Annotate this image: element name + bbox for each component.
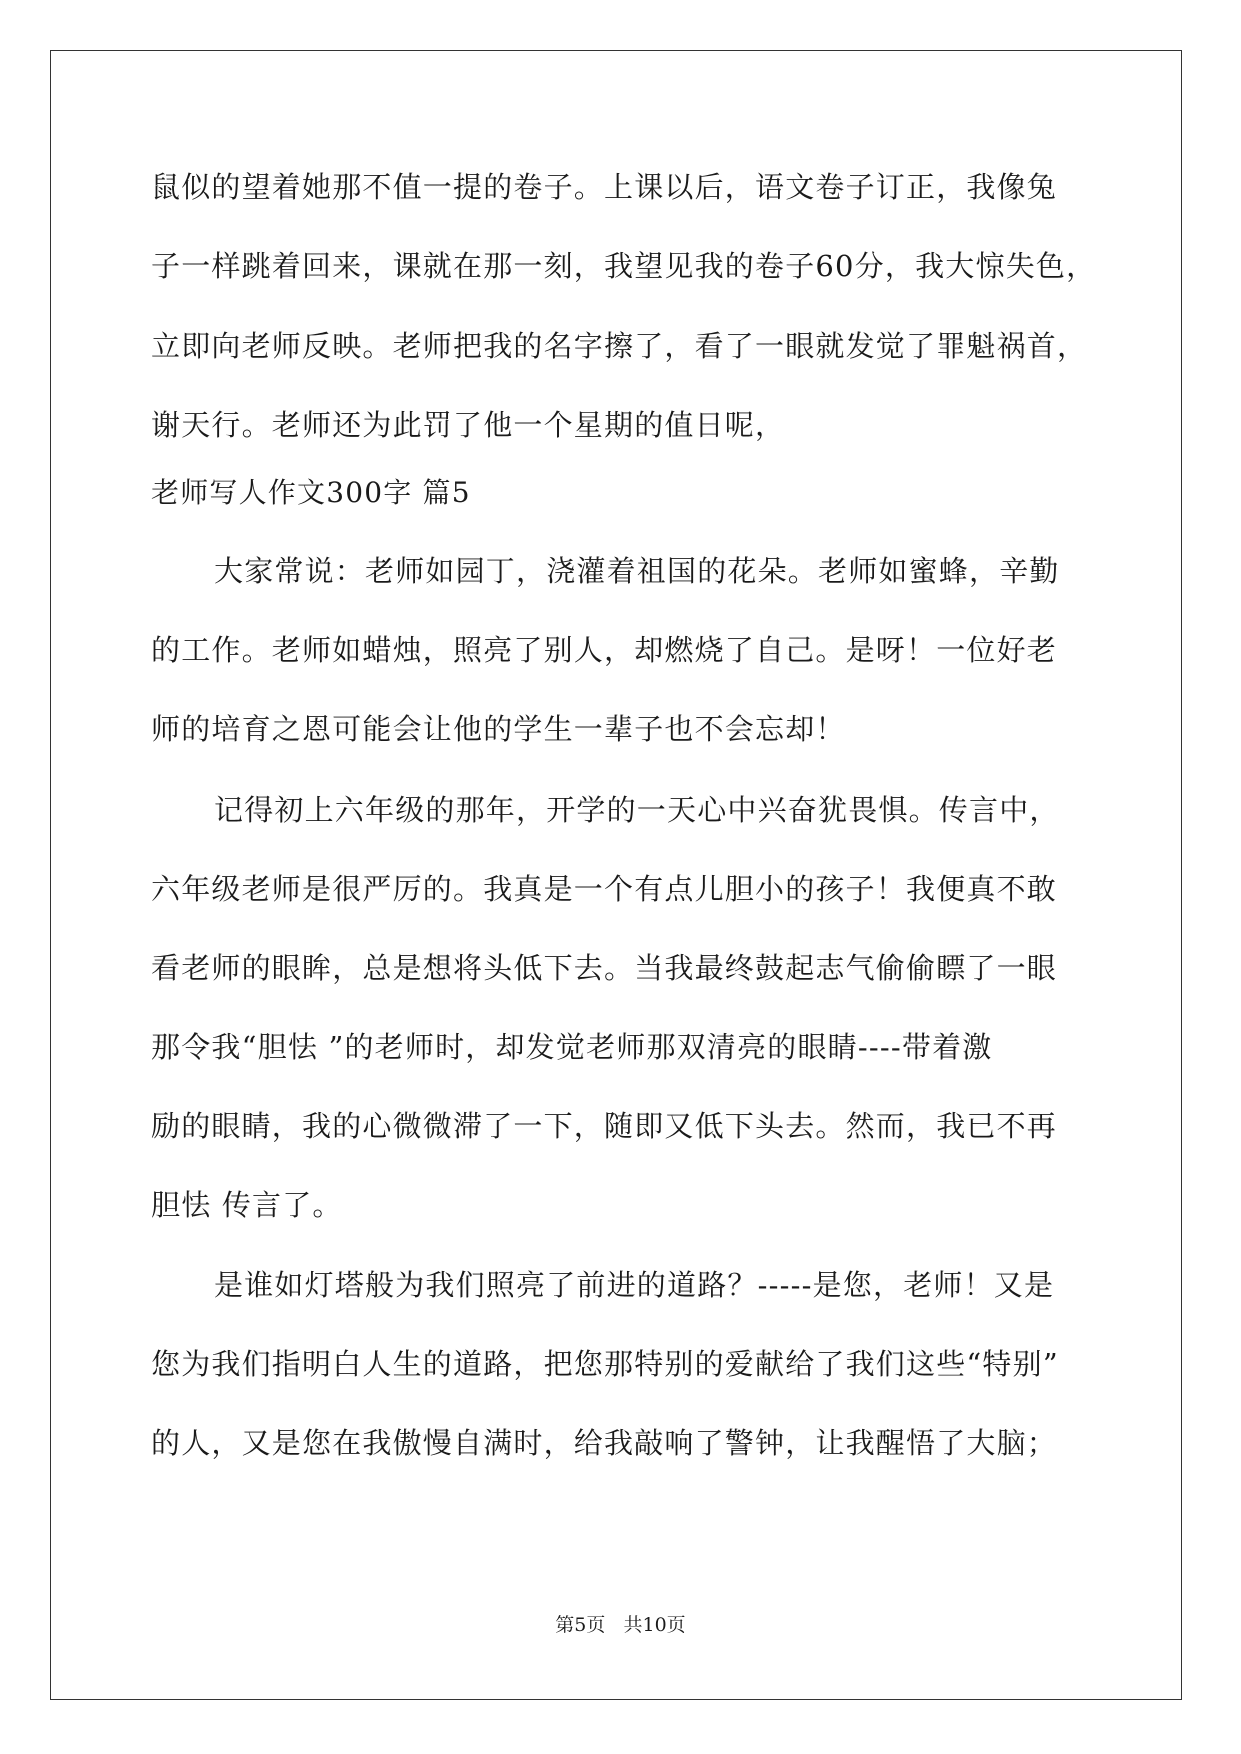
page-number: 第5页 共10页 (555, 1614, 686, 1636)
text-line: 子一样跳着回来，课就在那一刻，我望见我的卷子60分，我大惊失色， (151, 249, 1097, 283)
paragraph-line: 您为我们指明白人生的道路，把您那特别的爱献给了我们这些“特别” (151, 1347, 1059, 1381)
paragraph-line: 是谁如灯塔般为我们照亮了前进的道路？-----是您，老师！又是 (214, 1268, 1055, 1302)
paragraph-line: 记得初上六年级的那年，开学的一天心中兴奋犹畏惧。传言中， (214, 793, 1060, 827)
essay-heading: 老师写人作文300字 篇5 (151, 476, 471, 509)
paragraph-line: 看老师的眼眸，总是想将头低下去。当我最终鼓起志气偷偷瞟了一眼 (151, 951, 1058, 985)
text-line: 立即向老师反映。老师把我的名字擦了，看了一眼就发觉了罪魁祸首， (151, 329, 1088, 363)
paragraph-line: 六年级老师是很严厉的。我真是一个有点儿胆小的孩子！我便真不敢 (151, 872, 1058, 906)
paragraph-line: 励的眼睛，我的心微微滞了一下，随即又低下头去。然而，我已不再 (151, 1109, 1058, 1143)
paragraph-line: 的工作。老师如蜡烛，照亮了别人，却燃烧了自己。是呀！一位好老 (151, 633, 1058, 667)
text-line: 鼠似的望着她那不值一提的卷子。上课以后，语文卷子订正，我像兔 (151, 170, 1058, 204)
text-line: 谢天行。老师还为此罚了他一个星期的值日呢， (151, 408, 786, 442)
paragraph-line: 的人，又是您在我傲慢自满时，给我敲响了警钟，让我醒悟了大脑； (151, 1426, 1058, 1460)
paragraph-line: 胆怯 传言了。 (151, 1188, 343, 1222)
paragraph-line: 那令我“胆怯 ”的老师时，却发觉老师那双清亮的眼睛----带着激 (151, 1030, 993, 1064)
paragraph-line: 师的培育之恩可能会让他的学生一辈子也不会忘却！ (151, 712, 846, 746)
paragraph-line: 大家常说：老师如园丁，浇灌着祖国的花朵。老师如蜜蜂，辛勤 (214, 554, 1060, 588)
